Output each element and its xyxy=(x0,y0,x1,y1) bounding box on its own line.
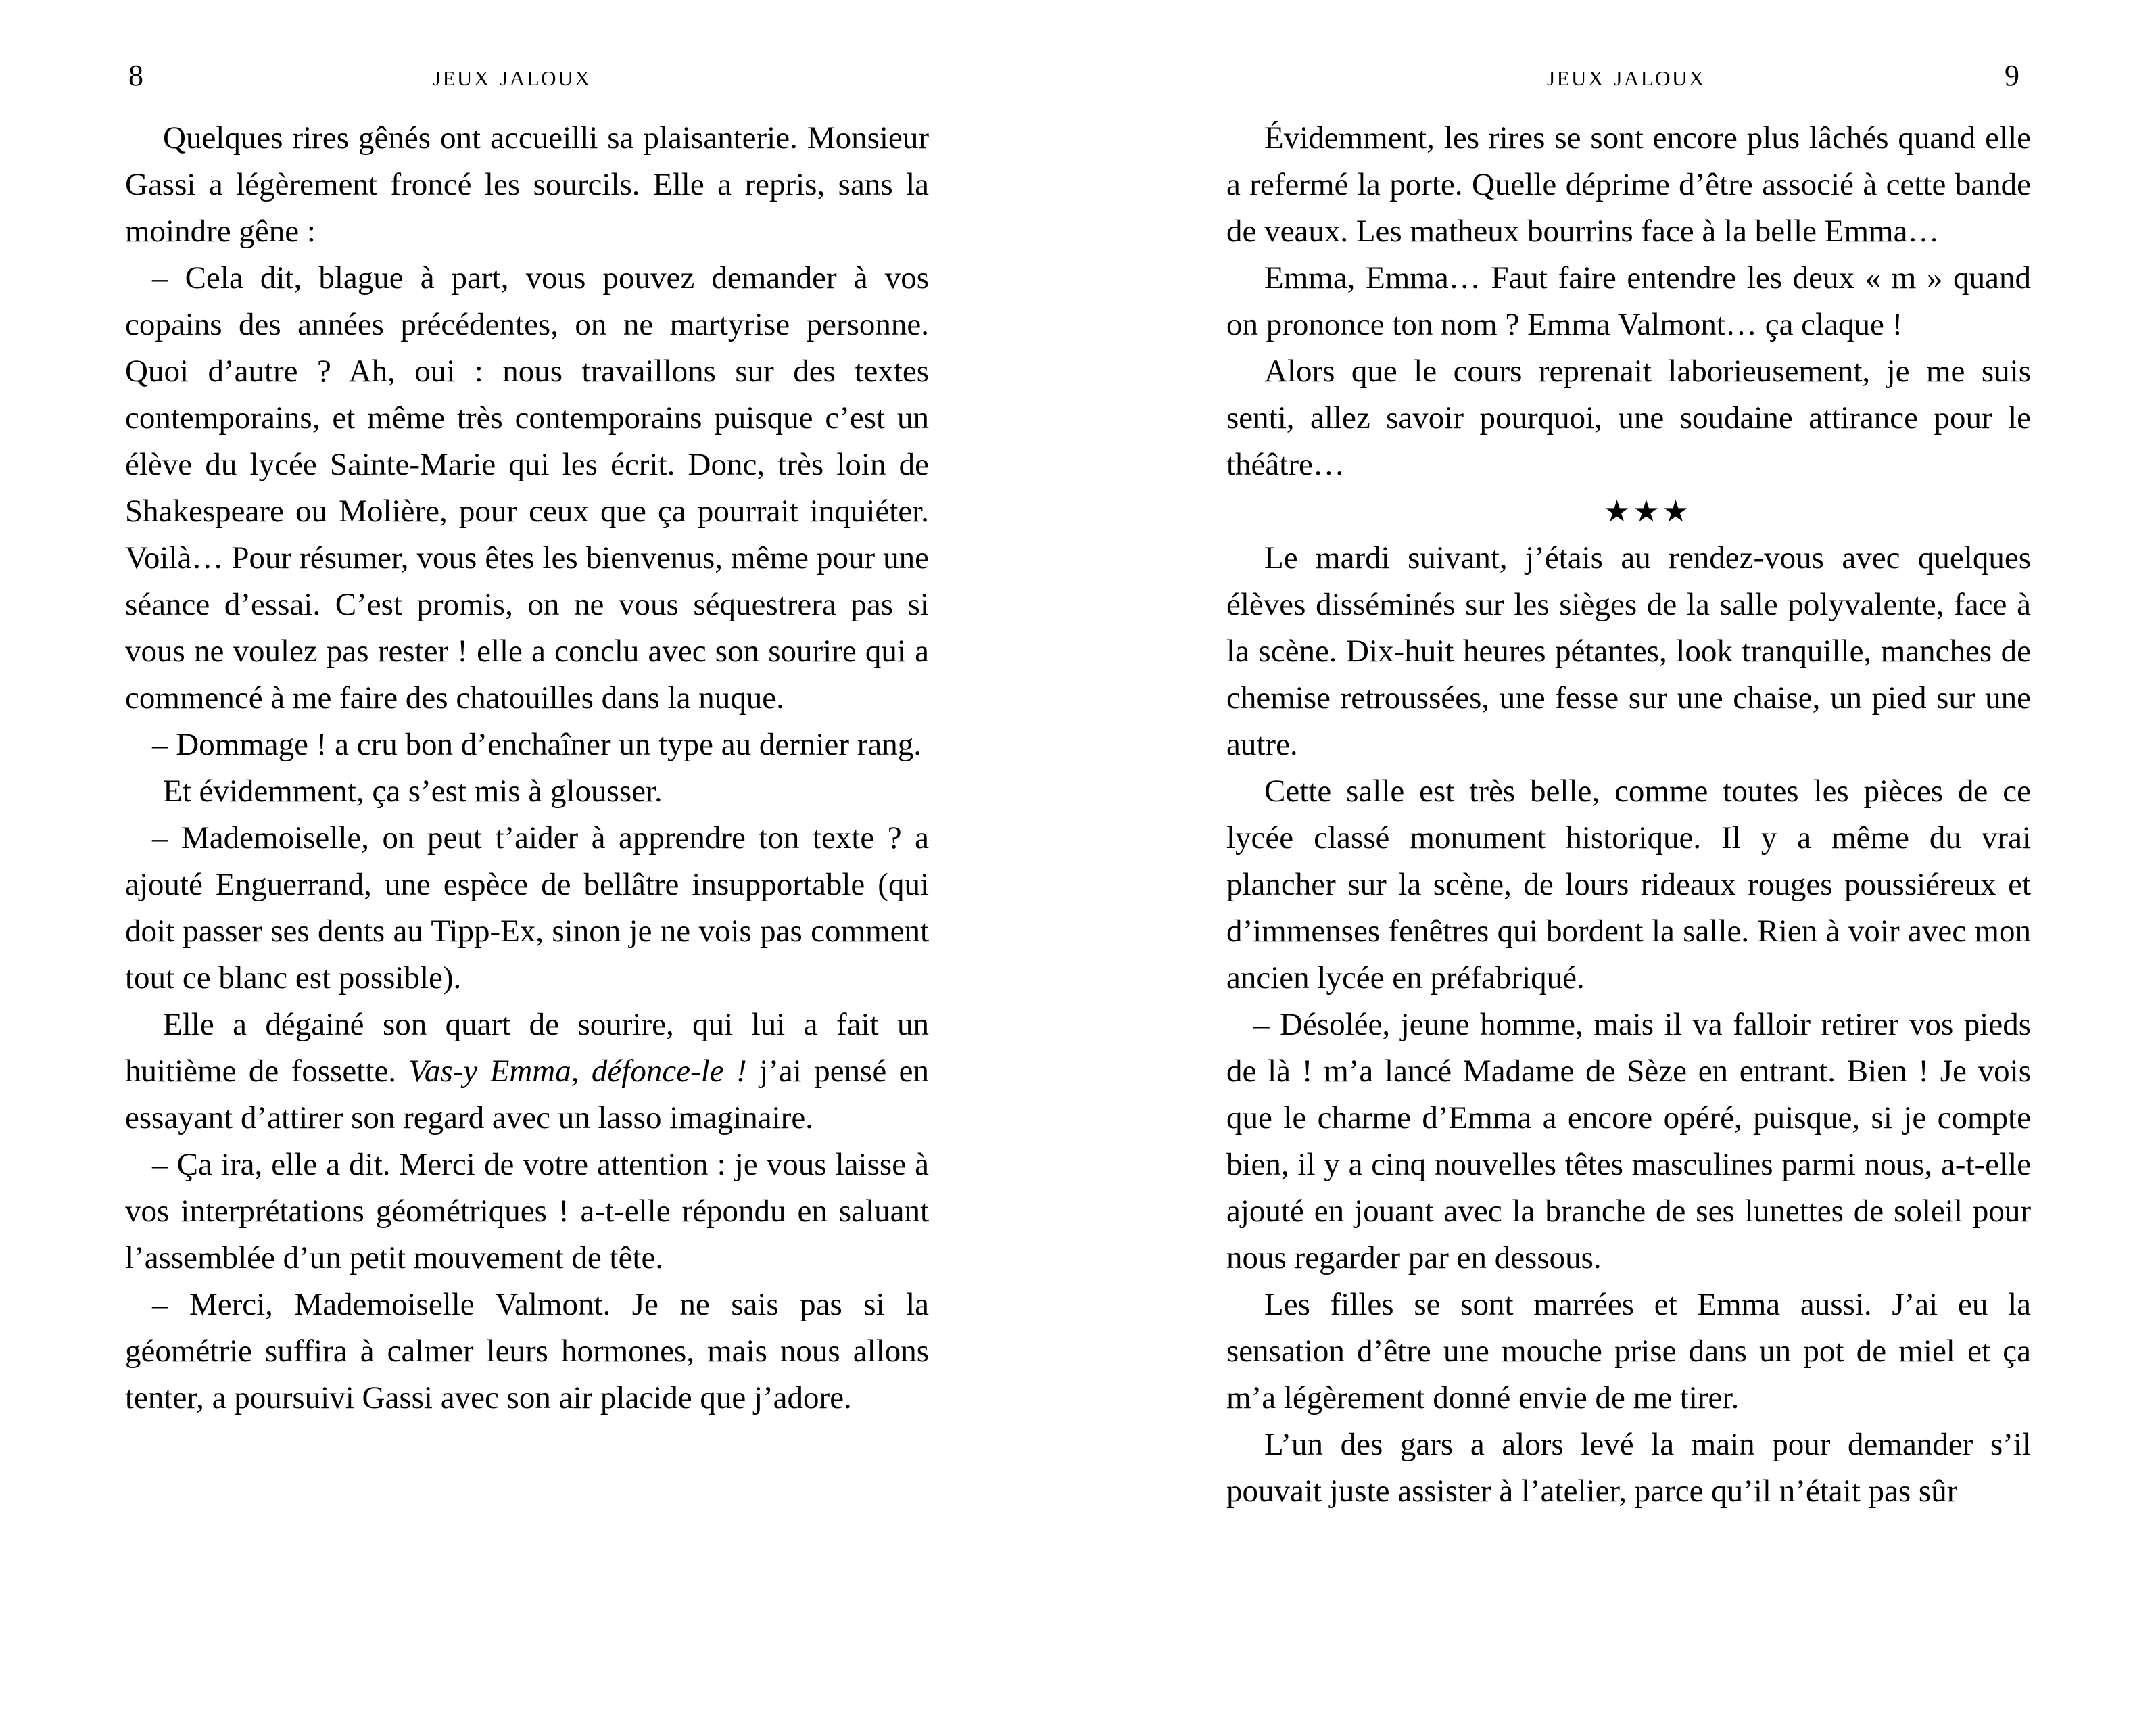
paragraph-dialogue: – Mademoiselle, on peut t’aider à apprendre ton texte ? a ajouté Enguerrand, une espèce de bellâtre insupportable (qui doit passer ses dents au Tipp-Ex, sinon je ne vois pas comment tout ce blanc est possible). xyxy=(125,820,929,995)
paragraph: Et évidemment, ça s’est mis à glousser. xyxy=(163,774,663,809)
paragraph: Évidemment, les rires se sont encore plus lâchés quand elle a refermé la porte. Quelle déprime d’être associé à cette bande de veaux. Les matheux bourrins face à la belle Emma… xyxy=(1226,120,2031,249)
paragraph-dialogue: – Ça ira, elle a dit. Merci de votre attention : je vous laisse à vos interprétations géométriques ! a-t-elle répondu en saluant l’assemblée d’un petit mouvement de tête. xyxy=(125,1147,929,1275)
paragraph-dialogue: – Cela dit, blague à part, vous pouvez demander à vos copains des années précédentes, on ne martyrise personne. Quoi d’autre ? Ah, oui : nous travaillons sur des textes contemporains, et même très contemporains puisque c’est un élève du lycée Sainte-Marie qui les écrit. Donc, très loin de Shakespeare ou Molière, pour ceux que ça pourrait inquiéter. Voilà… Pour résumer, vous êtes les bienvenus, même pour une séance d’essai. C’est promis, on ne vous séquestrera pas si vous ne voulez pas rester ! elle a conclu avec son sourire qui a commencé à me faire des chatouilles dans la nuque. xyxy=(125,260,929,715)
paragraph: Quelques rires gênés ont accueilli sa plaisanterie. Monsieur Gassi a légèrement froncé les sourcils. Elle a repris, sans la moindre gêne : xyxy=(125,120,929,249)
body-text-right xyxy=(1226,115,2031,1515)
paragraph: Le mardi suivant, j’étais au rendez-vous avec quelques élèves disséminés sur les sièges de la salle polyvalente, face à la scène. Dix-huit heures pétantes, look tranquille, manches de chemise retroussées, une fesse sur une chaise, un pied sur une autre. xyxy=(1226,540,2031,762)
paragraph: L’un des gars a alors levé la main pour demander s’il pouvait juste assister à l’atelier, parce qu’il n’était pas sûr xyxy=(1226,1427,2031,1509)
paragraph: Alors que le cours reprenait laborieusement, je me suis senti, allez savoir pourquoi, une soudaine attirance pour le théâtre… xyxy=(1226,354,2031,482)
paragraph: Les filles se sont marrées et Emma aussi. J’ai eu la sensation d’être une mouche prise dans un pot de miel et ça m’a légèrement donné envie de me tirer. xyxy=(1226,1287,2031,1415)
paragraph: Cette salle est très belle, comme toutes les pièces de ce lycée classé monument historique. Il y a même du vrai plancher sur la scène, de lours rideaux rouges poussiéreux et d’immenses fenêtres qui bordent la salle. Rien à voir avec mon ancien lycée en préfabriqué. xyxy=(1226,774,2031,995)
paragraph-text-after: j’ai pensé en essayant d’attirer son regard avec un lasso imaginaire. xyxy=(125,1054,929,1135)
page-number-right: 9 xyxy=(2005,59,2019,92)
page-right xyxy=(1078,115,2156,1717)
paragraph-text-before: Elle a dégainé son quart de sourire, qui lui a fait un huitième de fossette. xyxy=(125,1007,929,1089)
running-heads xyxy=(0,0,2156,115)
paragraph-dialogue: – Désolée, jeune homme, mais il va falloir retirer vos pieds de là ! m’a lancé Madame de Sèze en entrant. Bien ! Je vois que le charme d’Emma a encore opéré, puisque, si je compte bien, il y a cinq nouvelles têtes masculines parmi nous, a-t-elle ajouté en jouant avec la branche de ses lunettes de soleil pour nous regarder par en dessous. xyxy=(1226,1007,2031,1275)
scene-break-stars: ★★★ xyxy=(1603,495,1692,528)
paragraph: Emma, Emma… Faut faire entendre les deux « m » quand on prononce ton nom ? Emma Valmont… ça claque ! xyxy=(1226,260,2031,342)
paragraph-dialogue: – Dommage ! a cru bon d’enchaîner un type au dernier rang. xyxy=(152,727,921,762)
body-text-left xyxy=(125,115,929,1421)
paragraph-dialogue: – Merci, Mademoiselle Valmont. Je ne sais pas si la géométrie suffira à calmer leurs hormones, mais nous allons tenter, a poursuivi Gassi avec son air placide que j’adore. xyxy=(125,1287,929,1415)
page-left xyxy=(0,115,1078,1717)
italic-inner-thought: Vas-y Emma, défonce-le ! xyxy=(408,1054,747,1089)
paragraph-with-italic xyxy=(125,1002,929,1142)
pages-container xyxy=(0,115,2156,1717)
running-head-left: jeux jaloux xyxy=(433,59,592,92)
running-head-right: jeux jaloux xyxy=(1547,59,1706,92)
page-number-left: 8 xyxy=(128,59,143,92)
